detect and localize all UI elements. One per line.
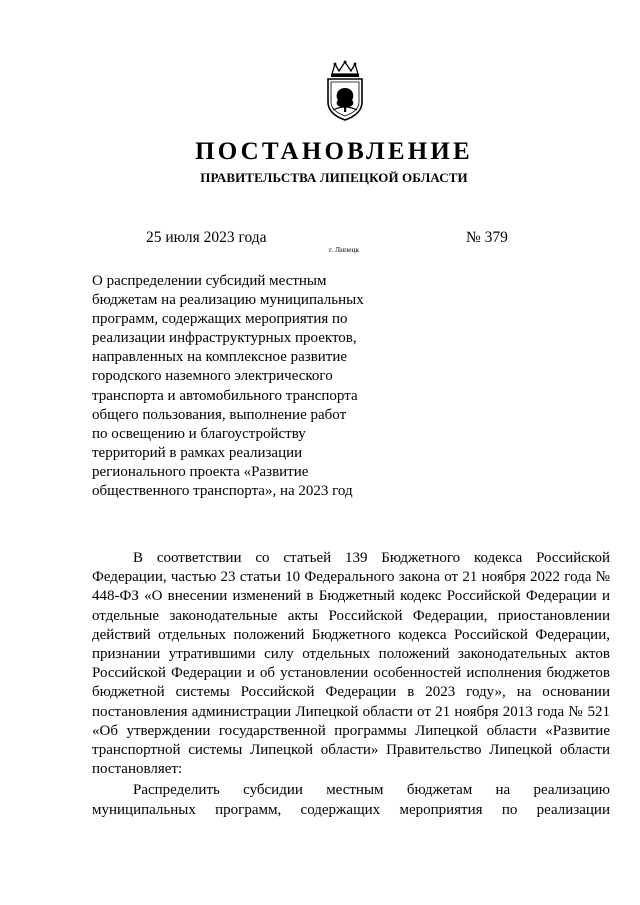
document-number: № 379 bbox=[466, 229, 508, 246]
document-title: ПОСТАНОВЛЕНИЕ bbox=[195, 138, 473, 165]
document-city: г. Липецк bbox=[329, 245, 360, 254]
body-paragraph: В соответствии со статьей 139 Бюджетного кодекса Российской Федерации, частью 23 статьи 10 Федерального закона от 21 ноября 2022 года № 448-ФЗ «О внесении изменений в Бюджетный кодекс Российской Федерации и отдельные законодательные акты Российской Федерации, приостановлении действий отдельных положений Бюджетного кодекса Российской Федерации, признании утратившими силу отдельных положений законодательных актов Российской Федерации и об установлении особенностей исполнения бюджетов бюджетной системы Российской Федерации в 2023 году», на основании постановления администрации Липецкой области от 21 ноября 2013 года № 521 «Об утверждении государственной программы Липецкой области «Развитие транспортной системы Липецкой области» Правительство Липецкой области постановляет: bbox=[92, 550, 610, 778]
lipetsk-coat-of-arms-icon bbox=[322, 60, 368, 122]
document-subject: О распределении субсидий местным бюджетам на реализацию муниципальных программ, содержащих мероприятия по реализации инфраструктурных проектов, направленных на комплексное развитие городского наземного электрического транспорта и автомобильного транспорта общего пользования, выполнение работ по освещению и благоустройству территорий в рамках реализации регионального проекта «Развитие общественного транспорта», на 2023 год bbox=[92, 273, 364, 500]
document-date: 25 июля 2023 года bbox=[146, 229, 267, 246]
issuing-authority: ПРАВИТЕЛЬСТВА ЛИПЕЦКОЙ ОБЛАСТИ bbox=[200, 170, 468, 185]
document-body bbox=[92, 549, 610, 820]
body-paragraph: Распределить субсидии местным бюджетам на реализацию муниципальных программ, содержащих мероприятия по реализации bbox=[92, 782, 610, 818]
